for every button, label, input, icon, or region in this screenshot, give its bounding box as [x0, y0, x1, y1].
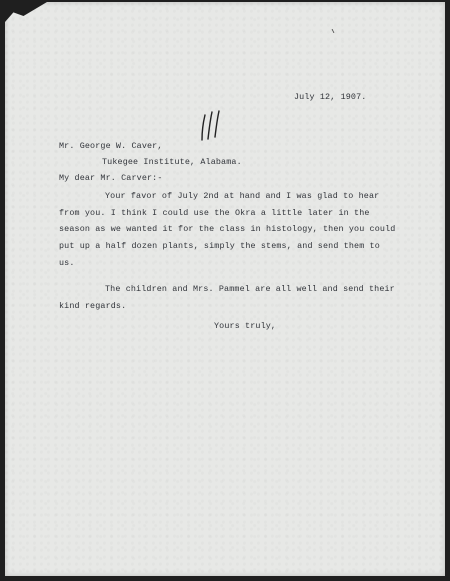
- small-ink-mark: [331, 29, 335, 33]
- letter-date: July 12, 1907.: [294, 92, 367, 102]
- body-line: us.: [59, 258, 75, 268]
- addressee-place: Tukegee Institute, Alabama.: [102, 157, 242, 167]
- body-line: Your favor of July 2nd at hand and I was glad to hear: [105, 191, 380, 201]
- body-line: put up a half dozen plants, simply the stems, and send them to: [59, 241, 380, 251]
- handwritten-tally-mark: [200, 110, 222, 144]
- body-line: kind regards.: [59, 301, 127, 311]
- salutation: My dear Mr. Carver:-: [59, 173, 163, 183]
- addressee-name: Mr. George W. Caver,: [59, 141, 163, 151]
- body-line: from you. I think I could use the Okra a little later in the: [59, 208, 370, 218]
- body-line: season as we wanted it for the class in histology, then you could: [59, 224, 396, 234]
- torn-corner: [5, 2, 47, 22]
- body-line: The children and Mrs. Pammel are all well and send their: [105, 284, 395, 294]
- closing: Yours truly,: [214, 321, 277, 331]
- letter-page: [5, 2, 445, 576]
